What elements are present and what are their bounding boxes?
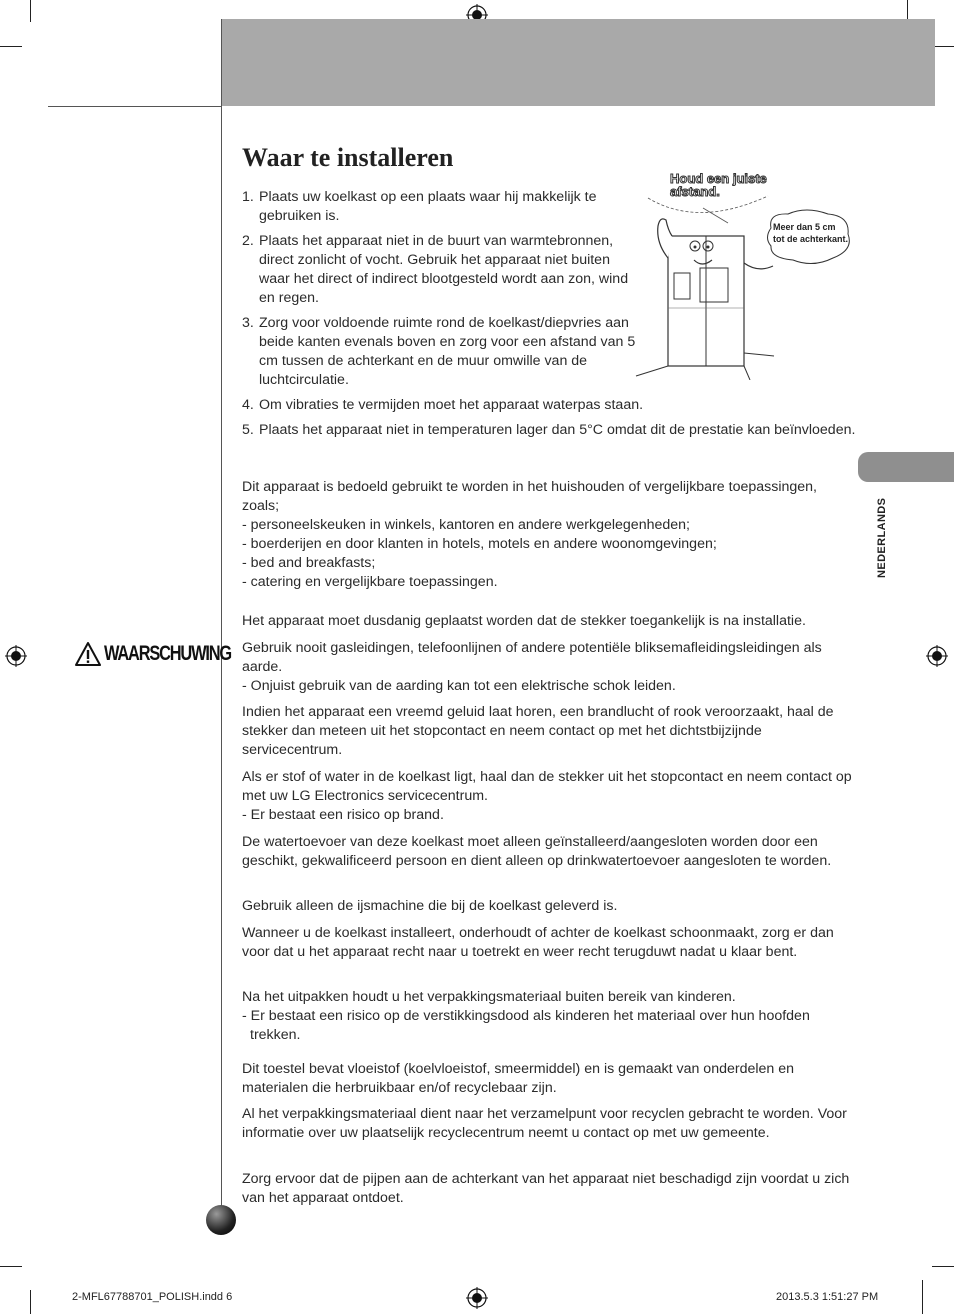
- paragraph-note: - Onjuist gebruik van de aarding kan tot een elektrische schok leiden.: [242, 678, 676, 694]
- paragraph: Zorg ervoor dat de pijpen aan de achterkant van het apparaat niet beschadigd zijn voordat u zich van het apparaat ontdoet.: [242, 1171, 850, 1206]
- list-item: [242, 396, 862, 415]
- registration-mark-icon: [5, 645, 27, 667]
- paragraph-text: Als er stof of water in de koelkast ligt, haal dan de stekker uit het stopcontact en neem contact op met uw LG Electronics servicecentrum.: [242, 769, 852, 804]
- paragraph: Indien het apparaat een vreemd geluid laat horen, een brandlucht of rook veroorzaakt, haal de stekker dan meteen uit het stopcontact en neem contact op met het dichtstbijzijnde servicecentrum.: [242, 704, 834, 758]
- crop-mark: [0, 1266, 22, 1267]
- step-text: Plaats het apparaat niet in temperaturen lager dan 5°C omdat dit de prestatie kan beïnvloeden.: [259, 422, 856, 438]
- registration-mark-icon: [466, 1287, 488, 1309]
- paragraph: Dit toestel bevat vloeistof (koelvloeistof, smeermiddel) en is gemaakt van onderdelen en materialen die herbruikbaar en/of recyclebaar zijn.: [242, 1061, 795, 1096]
- step-text: Plaats uw koelkast op een plaats waar hij makkelijk te gebruiken is.: [259, 189, 597, 224]
- install-steps-list: [242, 188, 862, 446]
- footer-filename: 2-MFL67788701_POLISH.indd 6: [72, 1291, 233, 1303]
- page-title: Waar te installeren: [242, 143, 454, 172]
- step-text: Om vibraties te vermijden moet het apparaat waterpas staan.: [259, 397, 644, 413]
- cloud-text-line2: tot de achterkant.: [773, 234, 849, 244]
- paragraph: [242, 988, 852, 1045]
- registration-mark-icon: [926, 645, 948, 667]
- language-label: NEDERLANDS: [876, 497, 888, 578]
- paragraph: [242, 639, 852, 696]
- paragraph-text: Na het uitpakken houdt u het verpakkingsmateriaal buiten bereik van kinderen.: [242, 989, 736, 1005]
- warning-heading: [75, 641, 267, 667]
- warning-triangle-icon: [75, 641, 101, 667]
- margin-rule: [221, 19, 222, 1229]
- step-number: 3.: [242, 315, 254, 331]
- crop-mark: [922, 1280, 923, 1314]
- step-text: Plaats het apparaat niet in de buurt van warmtebronnen, direct zonlicht of vocht. Gebruik het apparaat niet buiten waar het direct of indirect blootgesteld wordt aan zon, wind en regen.: [259, 233, 629, 306]
- list-item: [242, 421, 862, 440]
- paragraph: Het apparaat moet dusdanig geplaatst worden dat de stekker toegankelijk is na installatie.: [242, 613, 806, 629]
- paragraph-note: - Er bestaat een risico op brand.: [242, 807, 444, 823]
- step-number: 2.: [242, 233, 254, 249]
- warning-label: WAARSCHUWING: [104, 642, 232, 665]
- crop-mark: [0, 46, 22, 47]
- callout-title: Houd een juiste afstand.: [670, 171, 767, 199]
- usage-item: - personeelskeuken in winkels, kantoren en andere werkgelegenheden;: [242, 517, 690, 533]
- header-rule: [48, 106, 222, 107]
- step-number: 1.: [242, 189, 254, 205]
- cloud-text-line1: Meer dan 5 cm: [773, 222, 836, 232]
- list-item: [242, 232, 644, 308]
- paragraph-note: - Er bestaat een risico op de verstikkingsdood als kinderen het materiaal over hun hoofden trekken.: [242, 1008, 810, 1043]
- page-marker-dot: [206, 1205, 236, 1235]
- paragraph: Al het verpakkingsmateriaal dient naar het verzamelpunt voor recyclen gebracht te worden. Voor informatie over uw plaatselijk recyclecentrum neemt u contact op met uw gemeente.: [242, 1106, 847, 1141]
- paragraph: [242, 768, 852, 825]
- crop-mark: [932, 1266, 954, 1267]
- usage-item: - bed and breakfasts;: [242, 555, 376, 571]
- paragraph: De watertoevoer van deze koelkast moet alleen geïnstalleerd/aangesloten worden door een geschikt, gekwalificeerd persoon en dient alleen op drinkwatertoevoer aangesloten te worden.: [242, 834, 832, 869]
- crop-mark: [30, 1290, 31, 1314]
- step-number: 5.: [242, 422, 254, 438]
- crop-mark: [30, 0, 31, 22]
- usage-item: - catering en vergelijkbare toepassingen.: [242, 574, 498, 590]
- usage-item: - boerderijen en door klanten in hotels, motels en andere woonomgevingen;: [242, 536, 717, 552]
- step-number: 4.: [242, 397, 254, 413]
- language-tab: [858, 452, 954, 482]
- paragraph: Wanneer u de koelkast installeert, onderhoudt of achter de koelkast schoonmaakt, zorg er dan voor dat u het apparaat recht naar u toetrekt en weer recht terugduwt nadat u klaar bent.: [242, 925, 834, 960]
- usage-block: [242, 478, 852, 592]
- paragraph-text: Gebruik nooit gasleidingen, telefoonlijnen of andere potentiële bliksemafleidingsleidingen als aarde.: [242, 640, 822, 675]
- usage-intro: Dit apparaat is bedoeld gebruikt te worden in het huishouden of vergelijkbare toepassingen, zoals;: [242, 479, 817, 514]
- list-item: [242, 314, 644, 390]
- crop-mark: [932, 46, 954, 47]
- step-text: Zorg voor voldoende ruimte rond de koelkast/diepvries aan beide kanten evenals boven en zorg voor een afstand van 5 cm tussen de achterkant en de muur omwille van de luchtcirculatie.: [259, 315, 636, 388]
- list-item: [242, 188, 644, 226]
- header-band: [222, 19, 935, 106]
- footer-timestamp: 2013.5.3 1:51:27 PM: [776, 1291, 879, 1303]
- paragraph: Gebruik alleen de ijsmachine die bij de koelkast geleverd is.: [242, 898, 618, 914]
